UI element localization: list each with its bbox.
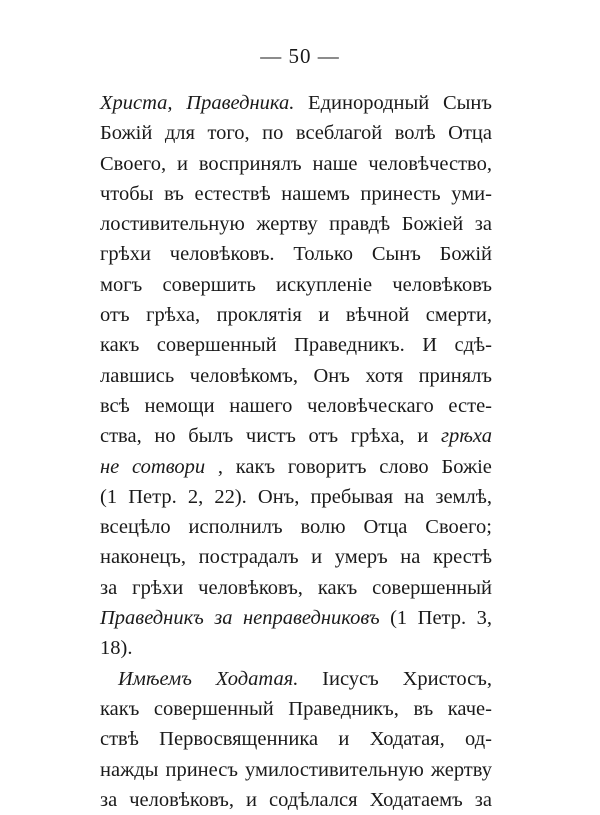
word: человѣковъ, [129, 788, 234, 811]
word: наше [312, 152, 358, 175]
word: лостивительную [100, 213, 245, 236]
word: всѣ [100, 394, 130, 417]
italic-word: Праведникъ [100, 607, 204, 630]
italic-word: Праведника. [186, 92, 295, 114]
body-text [100, 88, 492, 815]
word: въ [413, 697, 434, 720]
word: Ходатая, [369, 728, 445, 751]
word: Божіей [401, 213, 464, 236]
word: (1 [100, 485, 118, 508]
word: на [404, 485, 425, 508]
word: исполнилъ [188, 516, 283, 539]
word: по [262, 122, 284, 145]
word: Ходатаемъ [369, 788, 463, 811]
word: человѣческаго [307, 394, 434, 417]
text-line [100, 452, 492, 482]
word: за [100, 788, 118, 811]
word: слово [379, 455, 429, 478]
text-line [100, 633, 492, 663]
word: за [474, 788, 492, 811]
text-line [100, 421, 492, 451]
text-line [100, 542, 492, 572]
word: 18). [100, 637, 133, 660]
word: всецѣло [100, 516, 171, 539]
word: немощи [144, 394, 215, 417]
text-line [100, 603, 492, 633]
word: Сынъ [371, 243, 421, 266]
word: пострадалъ [198, 546, 299, 569]
text-line [100, 694, 492, 724]
word: совершить [162, 273, 256, 296]
word: крестѣ [432, 546, 492, 569]
word: въ [164, 182, 184, 205]
word: и [417, 425, 429, 448]
word: Сынъ [442, 92, 492, 114]
text-line [100, 785, 492, 815]
italic-word: неправедниковъ [243, 607, 380, 630]
word: чтобы [100, 182, 154, 205]
word: умеръ [334, 546, 388, 569]
word: пребывая [310, 485, 394, 508]
word: совершенный [372, 576, 492, 599]
word: Петр. [417, 607, 467, 630]
word: для [164, 122, 195, 145]
word: , [217, 455, 223, 478]
word: естествѣ [194, 182, 271, 205]
word: жертву [430, 758, 492, 781]
word: всеблагой [295, 122, 383, 145]
word: землѣ, [435, 485, 492, 508]
word: за [474, 213, 492, 236]
italic-word: грѣха [440, 425, 492, 448]
word: человѣковъ [392, 273, 492, 296]
word: лавшись [100, 364, 175, 387]
word: Единородный [308, 92, 430, 114]
word: совершенный [156, 334, 277, 357]
text-line [100, 330, 492, 360]
word: сдѣ- [454, 334, 492, 357]
word: Божіе [441, 455, 492, 478]
word: отъ [308, 425, 339, 448]
word: од- [465, 728, 492, 751]
word: за [100, 576, 118, 599]
word: (1 [390, 607, 408, 630]
word: Только [293, 243, 354, 266]
word: Праведникъ, [288, 697, 399, 720]
word: есте- [448, 394, 492, 417]
word: правдѣ [329, 213, 391, 236]
text-line [100, 270, 492, 300]
page-number: — 50 — [260, 44, 340, 68]
word: и [338, 728, 350, 751]
word: нашемъ [281, 182, 350, 205]
word: Своего; [425, 516, 492, 539]
word: Божій [439, 243, 492, 266]
text-line [100, 512, 492, 542]
word: совершенный [153, 697, 274, 720]
word: и [176, 152, 188, 175]
word: Отца [448, 122, 492, 145]
word: Петр. [128, 485, 177, 508]
word: проклятія [216, 304, 302, 327]
word: волѣ [394, 122, 436, 145]
word: каче- [447, 697, 492, 720]
word: ствѣ [100, 728, 139, 751]
word: Первосвященника [159, 728, 319, 751]
word: вѣчной [345, 304, 410, 327]
word: Отца [363, 516, 408, 539]
word: какъ [100, 334, 140, 357]
text-line [100, 573, 492, 603]
word: смерти, [425, 304, 492, 327]
word: ства, [100, 425, 142, 448]
word: говоритъ [287, 455, 367, 478]
word: былъ [188, 425, 234, 448]
italic-word: за [214, 607, 233, 630]
text-line [100, 482, 492, 512]
word: Іисусъ [322, 667, 379, 690]
text-line [100, 239, 492, 269]
word: человѣковъ. [169, 243, 275, 266]
word: жертву [256, 213, 318, 236]
word: и [318, 304, 330, 327]
word: И [422, 334, 438, 357]
word: принесъ [165, 758, 238, 781]
word: воспринялъ [198, 152, 302, 175]
word: какъ [317, 576, 358, 599]
word: грѣхи [100, 243, 152, 266]
word: умилостивительную [245, 758, 424, 781]
italic-word: не [100, 455, 120, 478]
word: человѣковъ, [198, 576, 303, 599]
italic-word: Имѣемъ [118, 667, 192, 690]
text-line [100, 664, 492, 694]
word: грѣха, [350, 425, 405, 448]
text-line [100, 755, 492, 785]
word: волю [300, 516, 346, 539]
word: 22). [214, 485, 247, 508]
word: Своего, [100, 152, 167, 175]
word: могъ [100, 273, 143, 296]
word: уми- [451, 182, 492, 205]
word: принялъ [418, 364, 492, 387]
word: наконецъ, [100, 546, 187, 569]
word: на [400, 546, 421, 569]
word: 3, [476, 607, 492, 630]
word: грѣхи [132, 576, 184, 599]
word: грѣха, [146, 304, 201, 327]
word: какъ [235, 455, 276, 478]
word: Божій [100, 122, 153, 145]
word: человѣкомъ, [189, 364, 298, 387]
word: Онъ, [257, 485, 300, 508]
text-line [100, 88, 492, 118]
text-line [100, 179, 492, 209]
text-line [100, 361, 492, 391]
word: принесть [360, 182, 441, 205]
word: того, [207, 122, 250, 145]
word: нажды [100, 758, 159, 781]
italic-word: Христа, [100, 92, 173, 114]
word: чистъ [245, 425, 296, 448]
word: какъ [100, 697, 140, 720]
word: Праведникъ. [294, 334, 405, 357]
word: человѣчество, [368, 152, 492, 175]
italic-word: Ходатая. [215, 667, 299, 690]
word: содѣлался [269, 788, 358, 811]
text-line [100, 391, 492, 421]
word: 2, [187, 485, 204, 508]
word: искупленіе [276, 273, 373, 296]
text-line [100, 300, 492, 330]
word: Христосъ, [402, 667, 492, 690]
word: и [311, 546, 323, 569]
text-line [100, 118, 492, 148]
word: хотя [365, 364, 404, 387]
word: и [246, 788, 257, 811]
word: но [154, 425, 176, 448]
italic-word: сотвори [132, 455, 206, 478]
text-line [100, 149, 492, 179]
text-line [100, 209, 492, 239]
word: отъ [100, 304, 130, 327]
word: Онъ [313, 364, 350, 387]
word: нашего [229, 394, 293, 417]
